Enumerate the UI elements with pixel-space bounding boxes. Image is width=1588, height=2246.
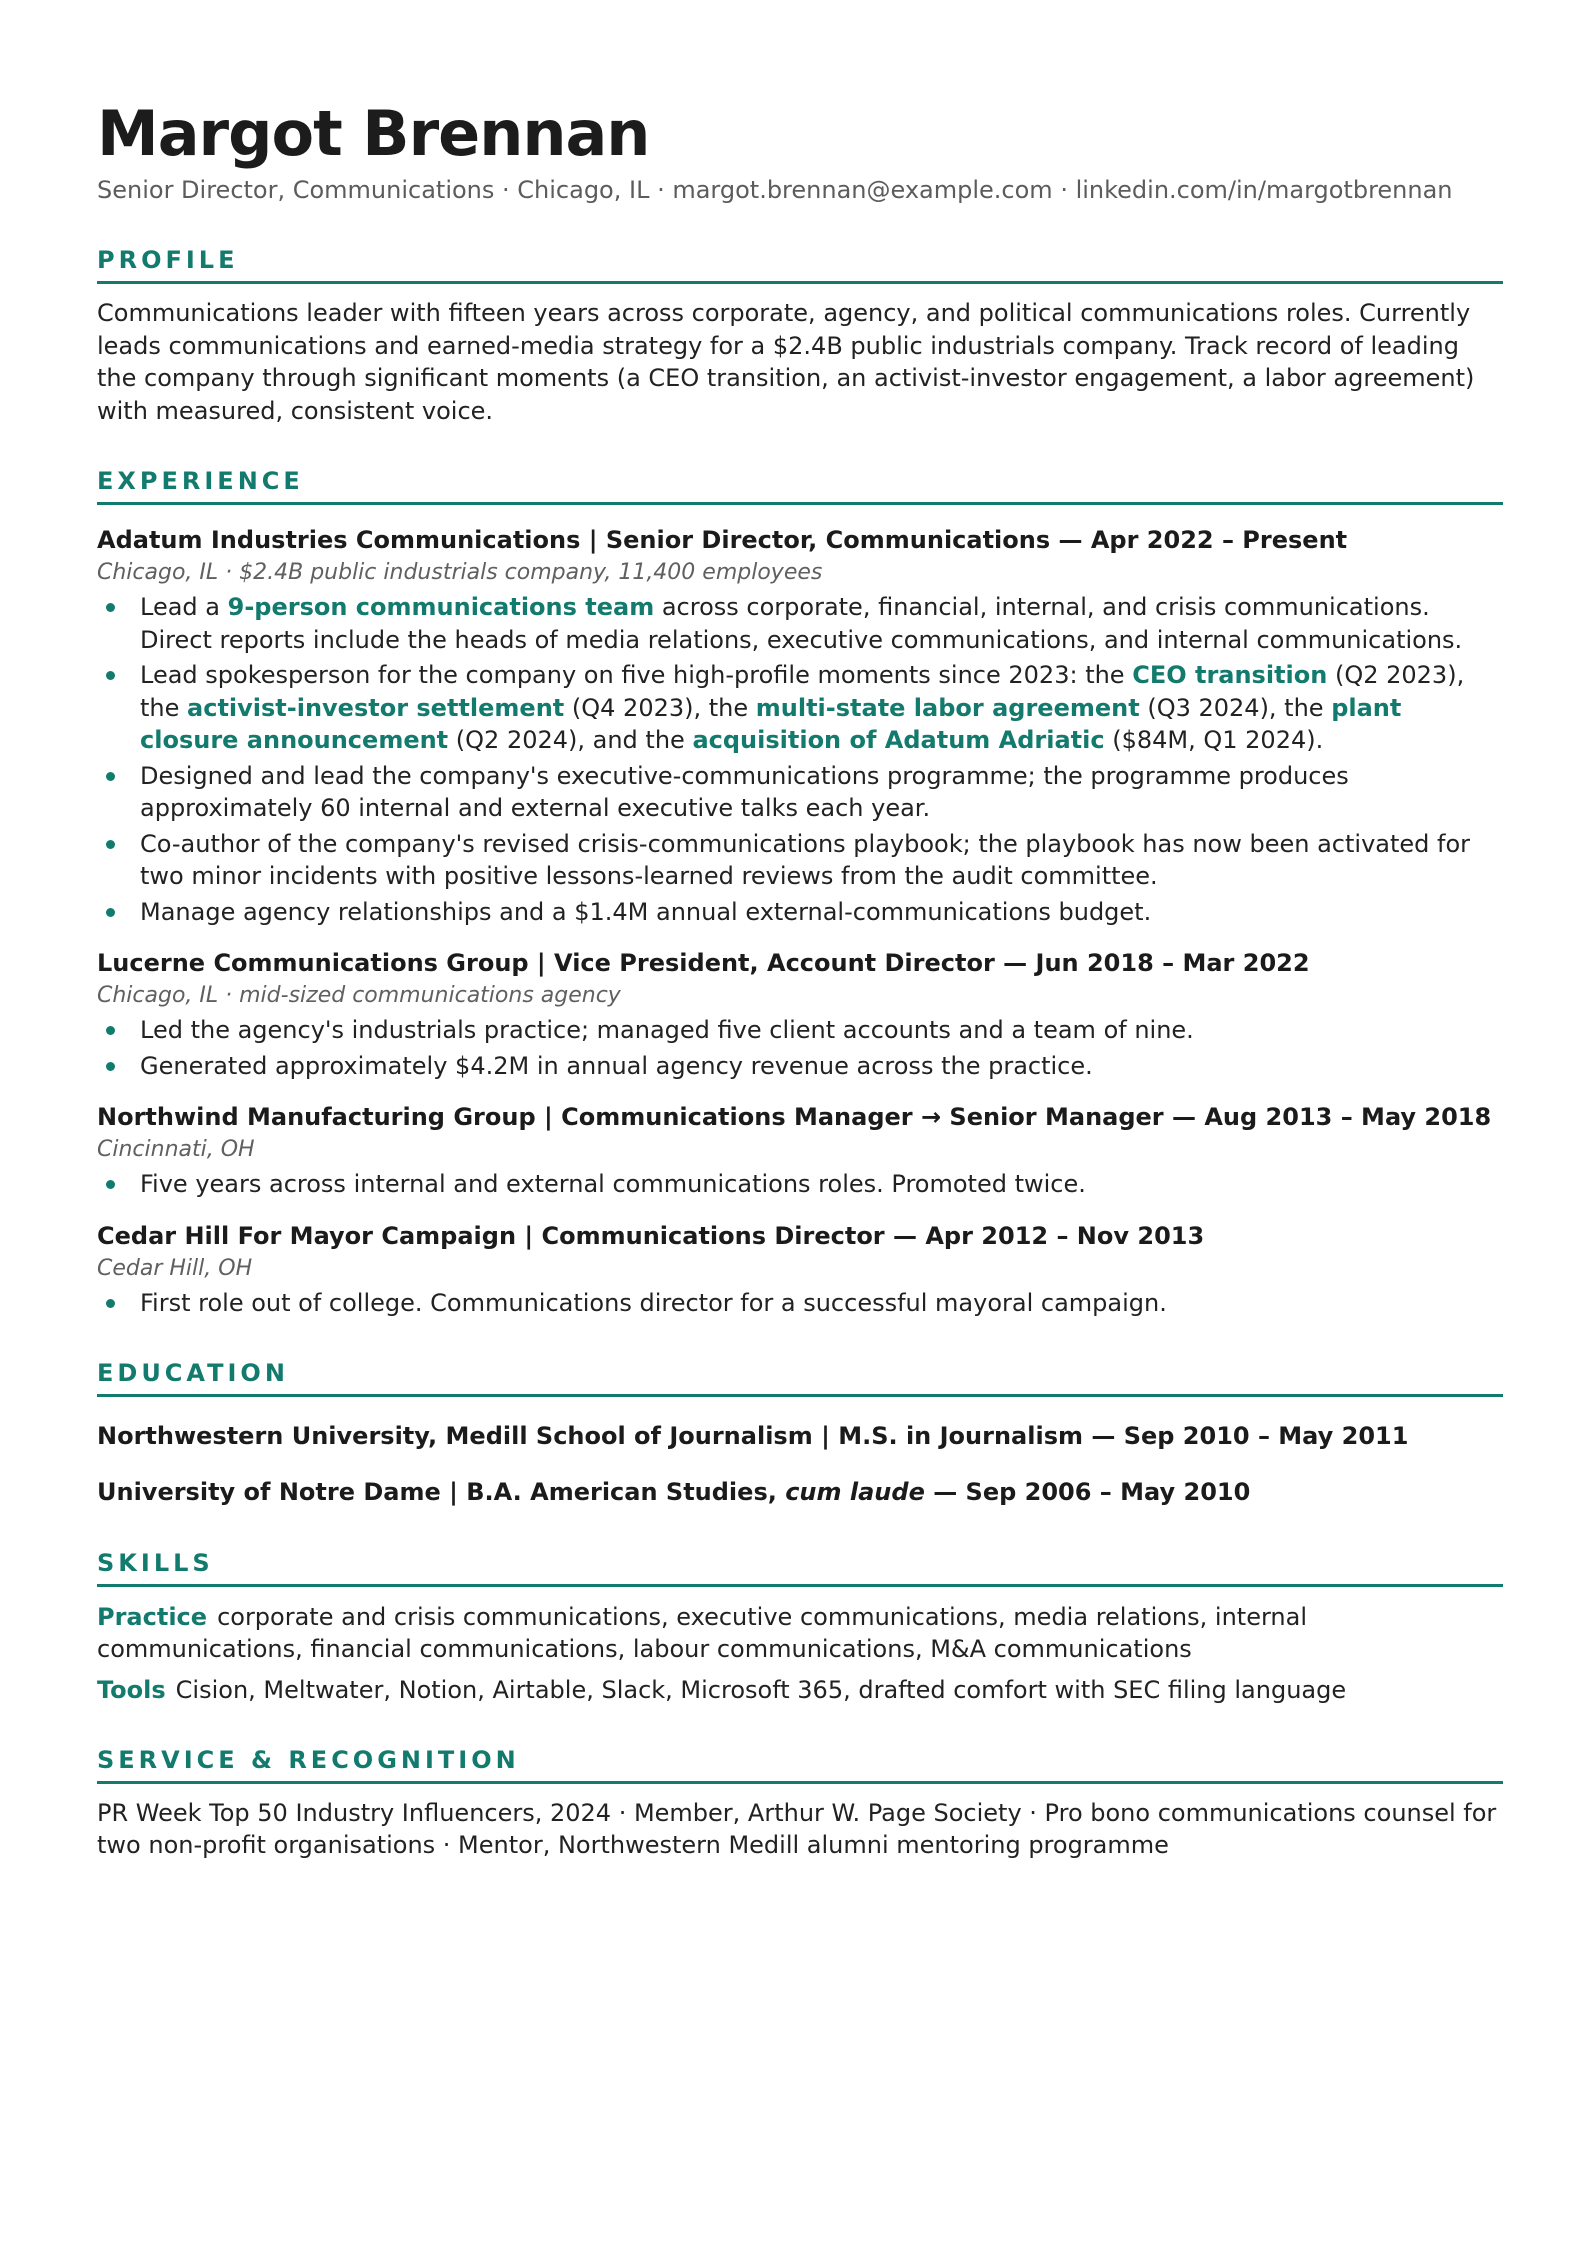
section-title-skills: SKILLS	[97, 1549, 1503, 1587]
bullet-dot-icon	[106, 908, 115, 917]
highlight-text: acquisition of Adatum Adriatic	[692, 726, 1105, 755]
bullet-dot-icon	[106, 772, 115, 781]
job-heading: Northwind Manufacturing Group | Communications Manager → Senior Manager — Aug 2013 – May 2018	[97, 1103, 1492, 1132]
section-title-education: EDUCATION	[97, 1359, 1503, 1397]
skill-label: Practice	[97, 1602, 208, 1631]
skills-section	[97, 1549, 1503, 1706]
bullet-dot-icon	[106, 1299, 115, 1308]
section-title-experience: EXPERIENCE	[97, 467, 1503, 505]
skill-row-practice	[97, 1601, 1503, 1666]
job-bullets	[97, 1168, 1503, 1201]
bullet-dot-icon	[106, 671, 115, 680]
section-title-profile: PROFILE	[97, 246, 1503, 284]
skill-text: corporate and crisis communications, executive communications, media relations, internal communications, financial communications, labour communications, M&A communications	[97, 1602, 1307, 1664]
education-entry: University of Notre Dame | B.A. American Studies, cum laude — Sep 2006 – May 2010	[97, 1477, 1251, 1506]
section-title-service: SERVICE & RECOGNITION	[97, 1746, 1503, 1784]
resume-page	[97, 98, 1503, 1862]
skill-text: Cision, Meltwater, Notion, Airtable, Slack, Microsoft 365, drafted comfort with SEC filing language	[175, 1675, 1347, 1704]
education-section	[97, 1359, 1503, 1509]
service-text: PR Week Top 50 Industry Influencers, 2024 · Member, Arthur W. Page Society · Pro bono communications counsel for two non-profit organisations · Mentor, Northwestern Medill alumni mentoring programme	[97, 1798, 1497, 1860]
job-heading: Cedar Hill For Mayor Campaign | Communications Director — Apr 2012 – Nov 2013	[97, 1221, 1205, 1250]
job-meta: Chicago, IL · mid-sized communications agency	[97, 983, 621, 1009]
job-entry	[97, 523, 1503, 928]
bullet-item: Generated approximately $4.2M in annual agency revenue across the practice.	[97, 1050, 1503, 1083]
contact-line: Senior Director, Communications · Chicago, IL · margot.brennan@example.com · linkedin.com/in/margotbrennan	[97, 176, 1453, 205]
bullet-item: Lead a 9-person communications team across corporate, financial, internal, and crisis communications. Direct reports include the heads of media relations, executive communications, and internal communications.	[97, 591, 1503, 656]
highlight-text: plant closure announcement	[140, 693, 1402, 755]
highlight-text: activist-investor settlement	[187, 693, 565, 722]
job-meta: Cincinnati, OH	[97, 1137, 255, 1163]
service-section	[97, 1746, 1503, 1862]
education-entry: Northwestern University, Medill School of Journalism | M.S. in Journalism — Sep 2010 – May 2011	[97, 1421, 1409, 1450]
job-entry	[97, 1219, 1503, 1320]
job-entry	[97, 1100, 1503, 1201]
job-meta: Chicago, IL · $2.4B public industrials company, 11,400 employees	[97, 560, 823, 586]
bullet-item: Manage agency relationships and a $1.4M annual external-communications budget.	[97, 896, 1503, 929]
bullet-dot-icon	[106, 603, 115, 612]
job-meta: Cedar Hill, OH	[97, 1255, 253, 1281]
skill-row-tools	[97, 1674, 1503, 1707]
skill-label: Tools	[97, 1675, 166, 1704]
candidate-name: Margot Brennan	[97, 97, 650, 170]
bullet-item: Led the agency's industrials practice; managed five client accounts and a team of nine.	[97, 1014, 1503, 1047]
job-entry	[97, 946, 1503, 1082]
highlight-text: 9-person communications team	[227, 593, 655, 622]
highlight-text: multi-state labor agreement	[755, 693, 1140, 722]
highlight-text: CEO transition	[1132, 661, 1328, 690]
job-heading: Lucerne Communications Group | Vice President, Account Director — Jun 2018 – Mar 2022	[97, 949, 1310, 978]
bullet-item: Co-author of the company's revised crisis-communications playbook; the playbook has now been activated for two minor incidents with positive lessons-learned reviews from the audit committee.	[97, 828, 1503, 893]
bullet-dot-icon	[106, 1026, 115, 1035]
bullet-item: Five years across internal and external communications roles. Promoted twice.	[97, 1168, 1503, 1201]
profile-section	[97, 246, 1503, 427]
bullet-item: Designed and lead the company's executive-communications programme; the programme produces approximately 60 internal and external executive talks each year.	[97, 760, 1503, 825]
bullet-item: Lead spokesperson for the company on five high-profile moments since 2023: the CEO transition (Q2 2023), the activist-investor settlement (Q4 2023), the multi-state labor agreement (Q3 2024), the plant closure announcement (Q2 2024), and the acquisition of Adatum Adriatic ($84M, Q1 2024).	[97, 659, 1503, 757]
profile-text: Communications leader with fifteen years across corporate, agency, and political communications roles. Currently leads communications and earned-media strategy for a $2.4B public industrials company. Track record of leading the company through significant moments (a CEO transition, an activist-investor engagement, a labor agreement) with measured, consistent voice.	[97, 299, 1475, 425]
job-bullets	[97, 1014, 1503, 1082]
honors-text: cum laude	[785, 1477, 925, 1506]
job-bullets	[97, 591, 1503, 928]
experience-section	[97, 467, 1503, 1319]
job-heading: Adatum Industries Communications | Senior Director, Communications — Apr 2022 – Present	[97, 526, 1348, 555]
bullet-dot-icon	[106, 840, 115, 849]
bullet-dot-icon	[106, 1062, 115, 1071]
bullet-dot-icon	[106, 1180, 115, 1189]
job-bullets	[97, 1287, 1503, 1320]
bullet-item: First role out of college. Communications director for a successful mayoral campaign.	[97, 1287, 1503, 1320]
